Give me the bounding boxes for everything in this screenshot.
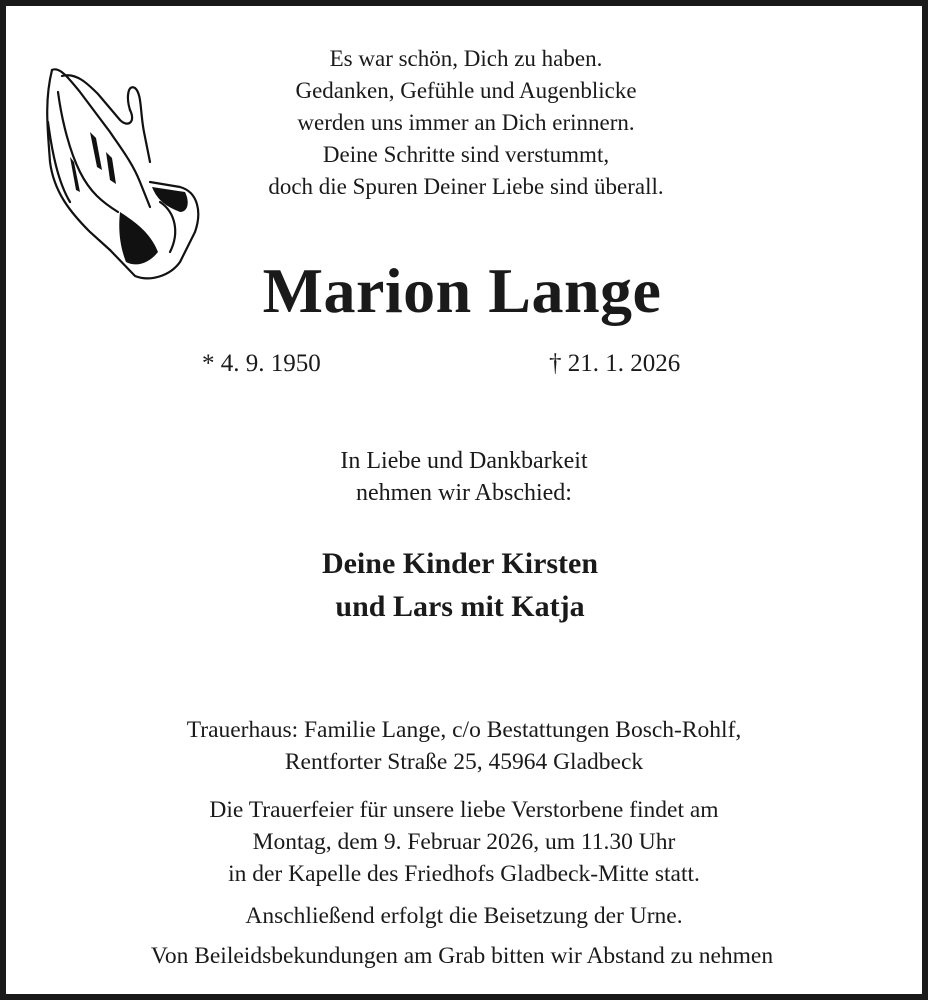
verse-line: Deine Schritte sind verstummt, — [322, 142, 610, 167]
farewell-line: In Liebe und Dankbarkeit — [340, 448, 588, 474]
ceremony-line: Montag, dem 9. Februar 2026, um 11.30 Uhr — [252, 829, 676, 855]
verse-line: Gedanken, Gefühle und Augenblicke — [295, 78, 637, 103]
verse-line: Es war schön, Dich zu haben. — [329, 46, 603, 71]
farewell-line: nehmen wir Abschied: — [356, 480, 572, 506]
condolences-line: Von Beileidsbekundungen am Grab bitten wir Abstand zu nehmen — [150, 943, 774, 969]
mourners-line: und Lars mit Katja — [335, 590, 585, 623]
trauerhaus-line: Rentforter Straße 25, 45964 Gladbeck — [284, 749, 644, 775]
mourners-line: Deine Kinder Kirsten — [321, 547, 599, 580]
ceremony-line: Die Trauerfeier für unsere liebe Verstorbene findet am — [209, 797, 719, 823]
verse-line: doch die Spuren Deiner Liebe sind überall. — [268, 174, 664, 199]
verse-line: werden uns immer an Dich erinnern. — [297, 110, 635, 135]
death-date: † 21. 1. 2026 — [549, 350, 681, 377]
ceremony-line: in der Kapelle des Friedhofs Gladbeck-Mitte statt. — [228, 861, 700, 887]
burial-line: Anschließend erfolgt die Beisetzung der Urne. — [245, 903, 683, 929]
trauerhaus-line: Trauerhaus: Familie Lange, c/o Bestattungen Bosch-Rohlf, — [186, 717, 742, 743]
deceased-name: Marion Lange — [262, 255, 662, 326]
birth-date: * 4. 9. 1950 — [202, 350, 321, 377]
